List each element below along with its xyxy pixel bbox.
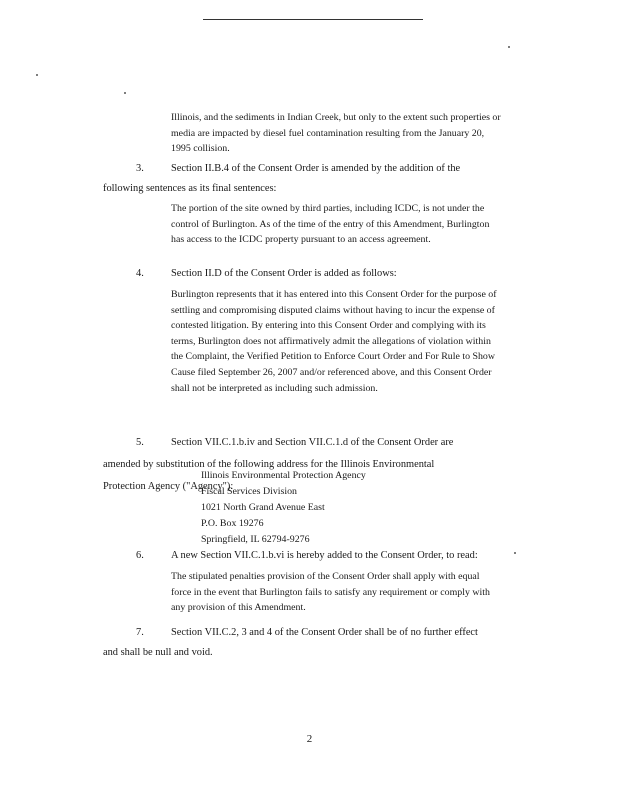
page-number: 2 (306, 733, 313, 745)
address-line: Springfield, IL 62794-9276 (201, 534, 310, 545)
paragraph-7-number: 7. (136, 627, 144, 638)
intro-quote: Illinois, and the sediments in Indian Creek, but only to the extent such properties or media are impacted by diesel fuel contamination resulting from the January 20, 1995 collision. (171, 112, 501, 155)
header-rule (203, 19, 423, 20)
paragraph-7-continuation: and shall be null and void. (103, 647, 213, 658)
paragraph-4-quote: Burlington represents that it has entered into this Consent Order for the purpose of settling and compromising disputed claims without having to incur the expense of contested litigation. By entering into this Consent Order and complying with its terms, Burlington does not affirmatively admit the allegations of violation within the Complaint, the Verified Petition to Enforce Court Order and For Rule to Show Cause filed September 26, 2007 and/or referenced above, and this Consent Order shall not be interpreted as including such admission. (171, 289, 497, 394)
paragraph-4-first-line: Section II.D of the Consent Order is added as follows: (171, 268, 397, 279)
paragraph-6-number: 6. (136, 550, 144, 561)
paragraph-4-number: 4. (136, 268, 144, 279)
address-line: Fiscal Services Division (201, 486, 297, 497)
scan-speck (36, 74, 38, 76)
paragraph-6-quote: The stipulated penalties provision of the Consent Order shall apply with equal force in the event that Burlington fails to satisfy any requirement or comply with any provision of this Amendment. (171, 571, 490, 614)
address-line: 1021 North Grand Avenue East (201, 502, 325, 513)
scan-speck (508, 46, 510, 48)
address-line: Illinois Environmental Protection Agency (201, 470, 366, 481)
paragraph-5-number: 5. (136, 437, 144, 448)
paragraph-7-first-line: Section VII.C.2, 3 and 4 of the Consent Order shall be of no further effect (171, 627, 478, 638)
paragraph-6-first-line: A new Section VII.C.1.b.vi is hereby added to the Consent Order, to read: (171, 550, 478, 561)
paragraph-3-number: 3. (136, 163, 144, 174)
paragraph-5-continuation-2: Protection Agency ("Agency"): (103, 481, 234, 492)
paragraph-3-first-line: Section II.B.4 of the Consent Order is amended by the addition of the (171, 163, 461, 174)
paragraph-5-first-line: Section VII.C.1.b.iv and Section VII.C.1.d of the Consent Order are (171, 437, 454, 448)
address-line: P.O. Box 19276 (201, 518, 264, 529)
paragraph-5-continuation-1: amended by substitution of the following address for the Illinois Environmental (103, 459, 435, 470)
paragraph-3-quote: The portion of the site owned by third parties, including ICDC, is not under the control of Burlington. As of the time of the entry of this Amendment, Burlington has access to the ICDC property pursuant to an access agreement. (171, 203, 490, 246)
scan-speck (124, 92, 126, 94)
paragraph-3-continuation: following sentences as its final sentences: (103, 183, 277, 194)
